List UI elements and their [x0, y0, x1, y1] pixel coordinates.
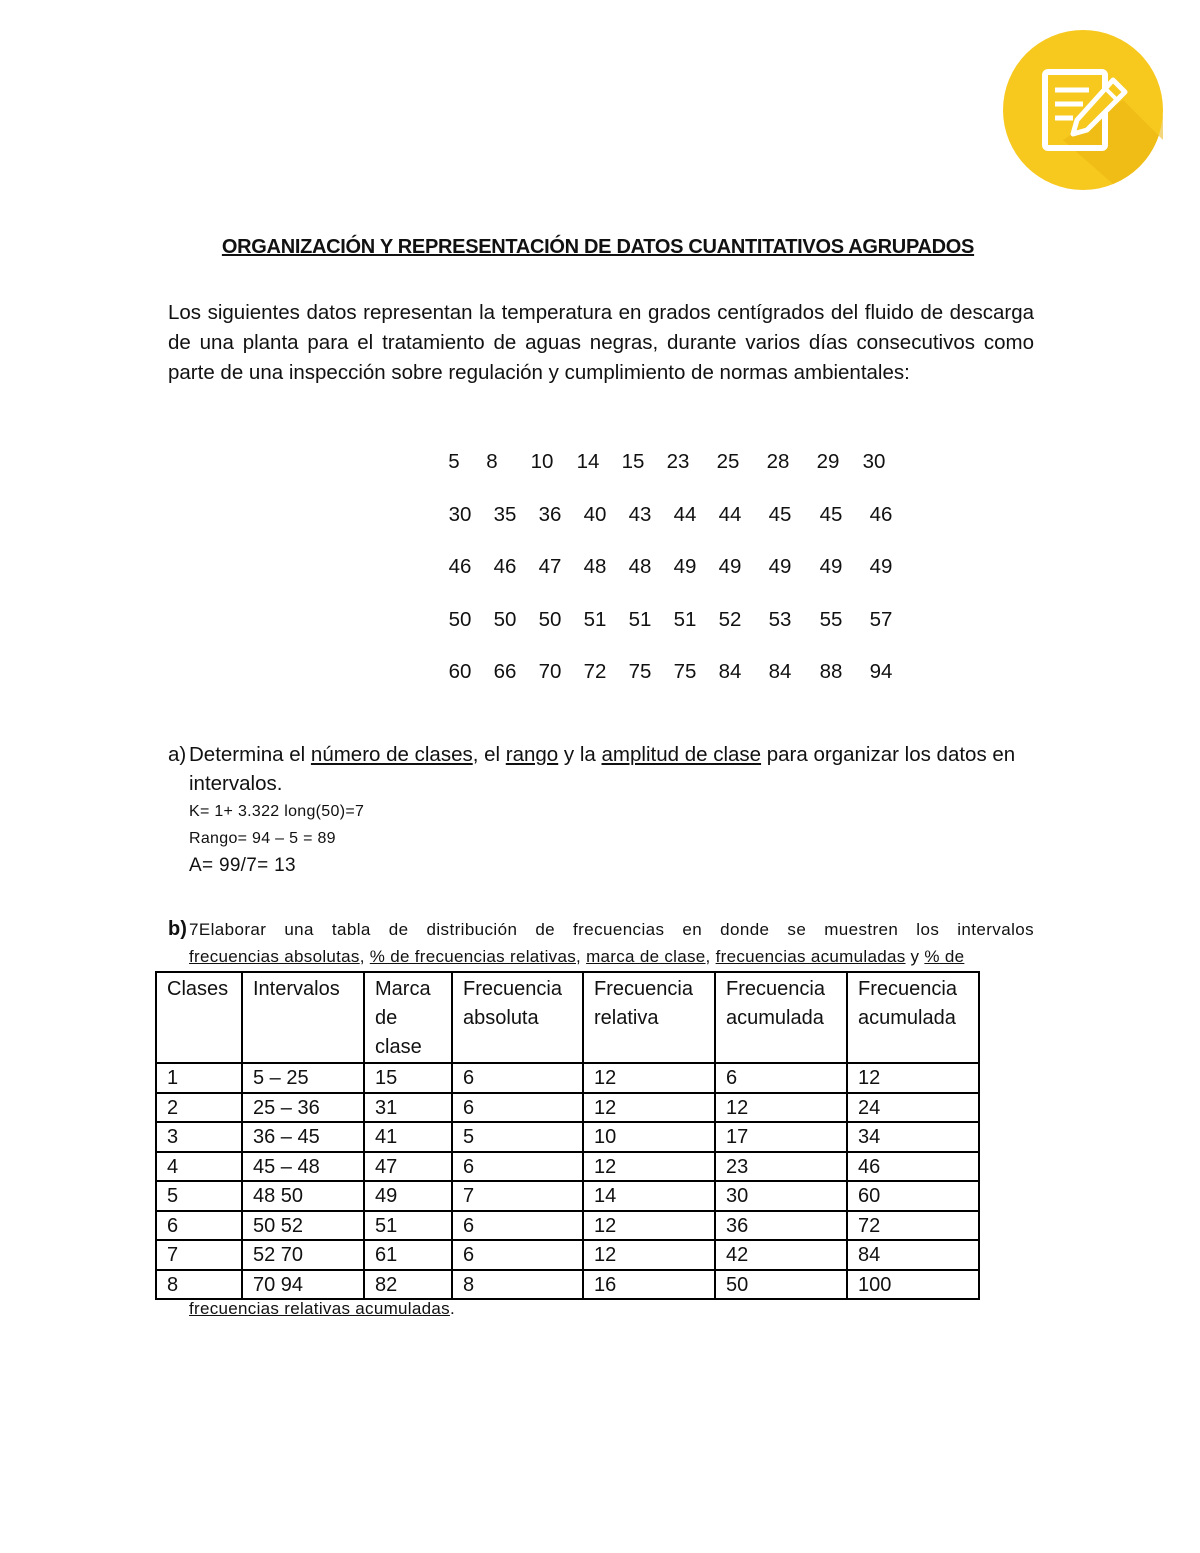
table-cell: 48 50: [242, 1181, 364, 1211]
table-cell: 5: [452, 1122, 583, 1152]
underlined-term: frecuencias relativas acumuladas: [189, 1299, 450, 1318]
data-value: 44: [673, 502, 697, 526]
column-header: Intervalos: [242, 972, 364, 1063]
table-cell: 2: [156, 1093, 242, 1123]
question-b-line3: [189, 1299, 455, 1319]
table-cell: 70 94: [242, 1270, 364, 1300]
table-cell: 72: [847, 1211, 979, 1241]
table-cell: 34: [847, 1122, 979, 1152]
table-cell: 6: [715, 1063, 847, 1093]
data-value: 45: [768, 502, 792, 526]
table-cell: 12: [583, 1063, 715, 1093]
document-edit-icon: [1003, 30, 1163, 190]
data-value: 51: [673, 607, 697, 631]
data-value: 28: [766, 450, 790, 473]
page-title: ORGANIZACIÓN Y REPRESENTACIÓN DE DATOS CUANTITATIVOS AGRUPADOS: [221, 236, 975, 258]
table-cell: 1: [156, 1063, 242, 1093]
table-cell: 12: [583, 1093, 715, 1123]
frequency-table: [155, 971, 980, 1300]
data-value: 88: [819, 660, 843, 683]
column-header: Marca de clase: [364, 972, 452, 1063]
data-value: 47: [538, 555, 562, 578]
calc-amplitud: A= 99/7= 13: [189, 855, 296, 876]
question-b-line1: 7Elaborar una tabla de distribución de frecuencias en donde se muestren los intervalos: [189, 920, 1034, 939]
table-header-row: [156, 972, 979, 1063]
table-cell: 52 70: [242, 1240, 364, 1270]
table-cell: 12: [847, 1063, 979, 1093]
table-cell: 36 – 45: [242, 1122, 364, 1152]
table-cell: 50: [715, 1270, 847, 1300]
text-run: ,: [705, 947, 716, 966]
data-value: 30: [448, 502, 472, 526]
underlined-term: marca de clase: [586, 947, 706, 966]
raw-data-grid: [430, 450, 910, 713]
table-cell: 3: [156, 1122, 242, 1152]
data-value: 50: [448, 607, 472, 631]
data-value: 30: [862, 450, 886, 473]
table-cell: 61: [364, 1240, 452, 1270]
table-cell: 12: [583, 1211, 715, 1241]
table-row: [156, 1093, 979, 1123]
table-cell: 5 – 25: [242, 1063, 364, 1093]
data-value: 94: [869, 660, 893, 683]
column-header: Frecuencia relativa: [583, 972, 715, 1063]
table-cell: 15: [364, 1063, 452, 1093]
table-cell: 24: [847, 1093, 979, 1123]
table-cell: 12: [583, 1152, 715, 1182]
table-row: [156, 1211, 979, 1241]
data-value: 84: [718, 660, 742, 683]
data-value: 49: [819, 555, 843, 578]
underlined-term: frecuencias absolutas: [189, 947, 360, 966]
data-value: 48: [583, 555, 607, 578]
text-run: , el: [472, 743, 506, 766]
question-b-line2: [189, 943, 1034, 970]
data-value: 51: [583, 607, 607, 631]
data-value: 70: [538, 660, 562, 683]
data-value: 15: [621, 450, 645, 473]
data-value: 46: [493, 555, 517, 578]
question-a-label: a): [168, 743, 187, 766]
data-value: 49: [768, 555, 792, 578]
question-b-label: b): [168, 918, 187, 940]
table-row: [156, 1240, 979, 1270]
table-cell: 82: [364, 1270, 452, 1300]
table-row: [156, 1152, 979, 1182]
data-value: 5: [448, 450, 460, 473]
data-value: 14: [576, 450, 600, 473]
question-b: [168, 916, 1034, 970]
data-value: 40: [583, 502, 607, 526]
table-cell: 46: [847, 1152, 979, 1182]
data-value: 50: [538, 607, 562, 631]
text-run: Determina el: [189, 743, 311, 766]
data-value: 53: [768, 607, 792, 631]
table-cell: 6: [452, 1152, 583, 1182]
text-run: .: [449, 1299, 455, 1318]
data-value: 51: [628, 607, 652, 631]
table-cell: 31: [364, 1093, 452, 1123]
table-row: [156, 1122, 979, 1152]
data-value: 48: [628, 555, 652, 578]
underlined-term: frecuencias acumuladas: [715, 947, 906, 966]
table-cell: 5: [156, 1181, 242, 1211]
table-cell: 6: [452, 1093, 583, 1123]
intro-paragraph: Los siguientes datos representan la temperatura en grados centígrados del fluido de descarga de una planta para el tratamiento de aguas negras, durante varios días consecutivos como parte de una inspección sobre regulación y cumplimiento de normas ambientales:: [168, 301, 1034, 384]
data-value: 52: [718, 607, 742, 631]
text-run: y: [905, 947, 925, 966]
table-cell: 8: [156, 1270, 242, 1300]
data-value: 23: [666, 450, 690, 473]
underlined-term: % de frecuencias relativas: [369, 947, 577, 966]
column-header: Clases: [156, 972, 242, 1063]
data-value: 60: [448, 660, 472, 683]
data-value: 45: [819, 502, 843, 526]
table-body: [156, 1063, 979, 1299]
table-cell: 36: [715, 1211, 847, 1241]
data-value: 44: [718, 502, 742, 526]
table-row: [156, 1270, 979, 1300]
data-value: 66: [493, 660, 517, 683]
text-run: y la: [558, 743, 602, 766]
table-row: [156, 1063, 979, 1093]
data-value: 46: [869, 502, 893, 526]
table-cell: 50 52: [242, 1211, 364, 1241]
table-cell: 6: [452, 1240, 583, 1270]
column-header: Frecuencia acumulada: [715, 972, 847, 1063]
data-value: 75: [673, 660, 697, 683]
data-row: [430, 660, 910, 713]
table-cell: 60: [847, 1181, 979, 1211]
column-header: Frecuencia absoluta: [452, 972, 583, 1063]
data-value: 46: [448, 555, 472, 578]
data-value: 25: [716, 450, 740, 473]
underlined-term: amplitud de clase: [601, 743, 762, 766]
column-header: Frecuencia acumulada: [847, 972, 979, 1063]
table-cell: 41: [364, 1122, 452, 1152]
table-cell: 6: [156, 1211, 242, 1241]
table-cell: 42: [715, 1240, 847, 1270]
table-cell: 100: [847, 1270, 979, 1300]
table-cell: 17: [715, 1122, 847, 1152]
data-value: 43: [628, 502, 652, 526]
underlined-term: número de clases: [310, 743, 473, 766]
table-cell: 7: [452, 1181, 583, 1211]
table-row: [156, 1181, 979, 1211]
table-cell: 6: [452, 1063, 583, 1093]
data-value: 72: [583, 660, 607, 683]
table-cell: 47: [364, 1152, 452, 1182]
table-cell: 30: [715, 1181, 847, 1211]
data-value: 84: [768, 660, 792, 683]
data-value: 49: [869, 555, 893, 578]
data-value: 49: [718, 555, 742, 578]
data-value: 10: [530, 450, 554, 473]
table-cell: 45 – 48: [242, 1152, 364, 1182]
data-row: [430, 555, 910, 608]
table-cell: 7: [156, 1240, 242, 1270]
data-value: 57: [869, 607, 893, 631]
text-run: ,: [576, 947, 587, 966]
data-row: [430, 450, 910, 503]
question-a: [168, 740, 1034, 879]
data-value: 75: [628, 660, 652, 683]
text-run: para organizar los datos en intervalos.: [189, 743, 1016, 795]
table-cell: 10: [583, 1122, 715, 1152]
data-value: 36: [538, 502, 562, 526]
table-cell: 4: [156, 1152, 242, 1182]
table-cell: 6: [452, 1211, 583, 1241]
calc-rango: Rango= 94 – 5 = 89: [189, 830, 336, 847]
table-cell: 49: [364, 1181, 452, 1211]
table-cell: 25 – 36: [242, 1093, 364, 1123]
table-cell: 51: [364, 1211, 452, 1241]
question-a-text: [189, 740, 1034, 798]
data-row: [430, 608, 910, 661]
table-cell: 12: [715, 1093, 847, 1123]
data-value: 49: [673, 555, 697, 578]
table-cell: 8: [452, 1270, 583, 1300]
table-cell: 23: [715, 1152, 847, 1182]
underlined-term: rango: [505, 743, 559, 766]
data-row: [430, 503, 910, 556]
data-value: 35: [493, 502, 517, 526]
data-value: 55: [819, 607, 843, 631]
underlined-term: % de: [924, 947, 965, 966]
data-value: 29: [816, 450, 840, 473]
table-cell: 16: [583, 1270, 715, 1300]
data-value: 50: [493, 607, 517, 631]
table-cell: 12: [583, 1240, 715, 1270]
table-cell: 14: [583, 1181, 715, 1211]
text-run: ,: [359, 947, 370, 966]
data-value: 8: [486, 450, 498, 473]
calc-k: K= 1+ 3.322 long(50)=7: [189, 803, 365, 820]
table-cell: 84: [847, 1240, 979, 1270]
